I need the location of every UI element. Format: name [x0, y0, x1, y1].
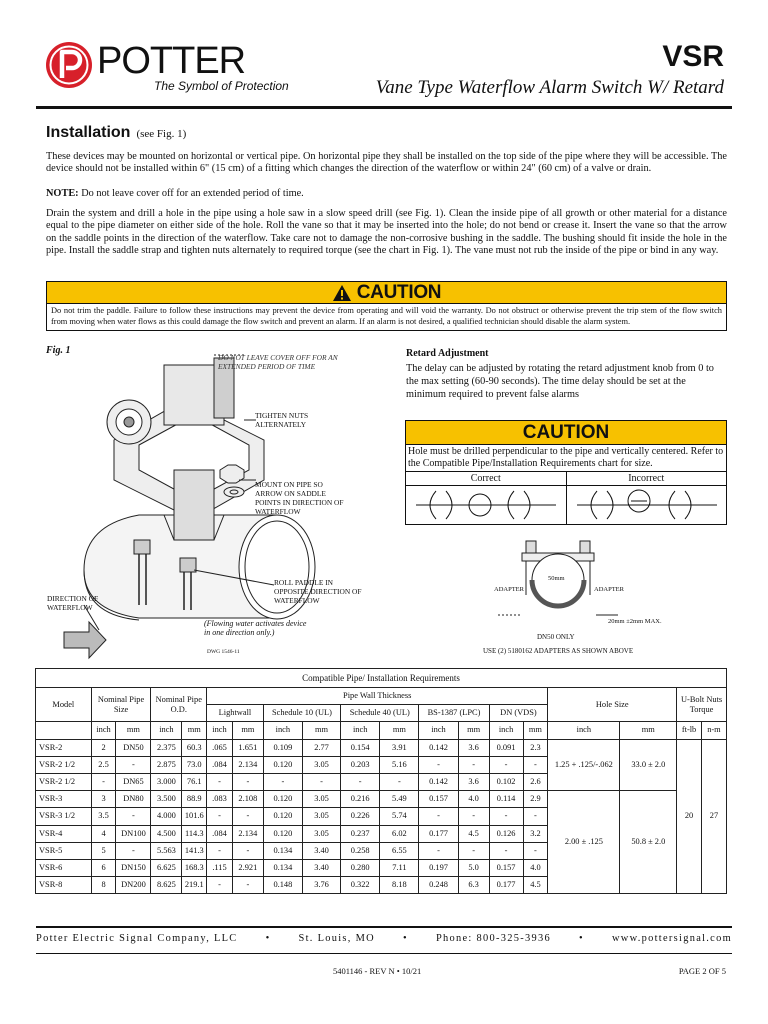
table-cell: - — [116, 756, 151, 773]
col-dn-vds: DN (VDS) — [489, 705, 548, 722]
table-cell: - — [232, 842, 263, 859]
unit: mm — [116, 722, 151, 739]
table-cell: - — [232, 877, 263, 894]
table-cell: 0.102 — [489, 773, 523, 790]
table-cell: - — [419, 808, 458, 825]
table-cell: 0.109 — [263, 739, 302, 756]
table-cell: 3.5 — [91, 808, 116, 825]
table-cell: 168.3 — [182, 859, 207, 876]
incorrect-label: Incorrect — [567, 472, 727, 486]
table-cell: 3.05 — [302, 808, 340, 825]
table-cell: DN65 — [116, 773, 151, 790]
table-cell: 141.3 — [182, 842, 207, 859]
table-cell: 6 — [91, 859, 116, 876]
callout-mount: MOUNT ON PIPE SO ARROW ON SADDLE POINTS IN DIRECTION OF WATERFLOW — [255, 480, 344, 516]
table-cell: 3.05 — [302, 756, 340, 773]
table-cell: .065 — [207, 739, 233, 756]
table-cell: 3.000 — [151, 773, 182, 790]
table-cell: - — [207, 877, 233, 894]
footer-website[interactable]: www.pottersignal.com — [612, 933, 732, 944]
table-cell: 8.18 — [380, 877, 419, 894]
table-cell: 3.40 — [302, 859, 340, 876]
table-row — [36, 739, 727, 756]
callout-tighten-nuts: TIGHTEN NUTS ALTERNATELY — [255, 411, 309, 429]
footer-city: St. Louis, MO — [298, 933, 375, 944]
table-cell: - — [341, 773, 380, 790]
table-cell: 4.0 — [458, 791, 489, 808]
table-cell: 0.203 — [341, 756, 380, 773]
table-title: Compatible Pipe/ Installation Requirements — [36, 669, 727, 688]
table-cell: 4.0 — [523, 859, 548, 876]
table-cell: 101.6 — [182, 808, 207, 825]
adapter-left-label: ADAPTER — [494, 586, 524, 593]
table-cell: 7.11 — [380, 859, 419, 876]
figure-label: Fig. 1 — [46, 345, 71, 356]
table-cell: 0.157 — [489, 859, 523, 876]
table-row — [36, 791, 727, 808]
table-cell: 0.226 — [341, 808, 380, 825]
table-cell: 2.921 — [232, 859, 263, 876]
table-cell: - — [207, 808, 233, 825]
model-cell: VSR-4 — [36, 825, 92, 842]
retard-text: The delay can be adjusted by rotating the retard adjustment knob from 0 to the max setting (60-90 seconds). The time delay should be set at the minimum required to prevent false alarms — [406, 363, 714, 400]
unit: mm — [523, 722, 548, 739]
callout-roll-paddle: ROLL PADDLE IN OPPOSITE DIRECTION OF WATERFLOW — [274, 578, 362, 605]
table-cell: 8.625 — [151, 877, 182, 894]
col-bs1387: BS-1387 (LPC) — [419, 705, 489, 722]
table-cell: - — [207, 842, 233, 859]
installation-heading — [46, 124, 186, 142]
table-cell: - — [523, 842, 548, 859]
table-cell: .115 — [207, 859, 233, 876]
table-cell: - — [458, 756, 489, 773]
callout-direction: DIRECTION OF WATERFLOW — [47, 594, 99, 612]
correct-label: Correct — [406, 472, 566, 486]
table-cell: 3.6 — [458, 739, 489, 756]
model-cell: VSR-2 1/2 — [36, 773, 92, 790]
unit: inch — [263, 722, 302, 739]
compatible-pipe-table — [35, 668, 727, 894]
table-cell: 2.875 — [151, 756, 182, 773]
table-cell: 6.625 — [151, 859, 182, 876]
caution-box-trim — [46, 281, 727, 331]
caution-word: CAUTION — [522, 421, 610, 443]
table-cell: 2.375 — [151, 739, 182, 756]
adapter-diameter: 50mm — [548, 575, 565, 582]
table-cell: 3.500 — [151, 791, 182, 808]
callout-flowing-water: (Flowing water activates device in one direction only.) — [204, 619, 307, 637]
table-cell: 4.5 — [523, 877, 548, 894]
table-cell: 2.134 — [232, 756, 263, 773]
footer-contact — [36, 933, 732, 944]
table-cell: - — [263, 773, 302, 790]
table-cell: 4.500 — [151, 825, 182, 842]
table-cell: 0.148 — [263, 877, 302, 894]
table-cell: - — [116, 808, 151, 825]
unit: mm — [380, 722, 419, 739]
table-cell: 5.563 — [151, 842, 182, 859]
table-cell: - — [419, 842, 458, 859]
table-cell: 2.108 — [232, 791, 263, 808]
table-cell: DN150 — [116, 859, 151, 876]
table-cell: - — [232, 808, 263, 825]
footer-phone: Phone: 800-325-3936 — [435, 933, 551, 944]
table-cell: 3.05 — [302, 791, 340, 808]
table-cell: - — [458, 842, 489, 859]
model-cell: VSR-3 — [36, 791, 92, 808]
note-text: Do not leave cover off for an extended period of time. — [78, 188, 304, 199]
document-number: 5401146 - REV N • 10/21 — [333, 966, 422, 976]
table-cell: 4.000 — [151, 808, 182, 825]
table-cell: 0.197 — [419, 859, 458, 876]
table-cell: 8 — [91, 877, 116, 894]
table-cell: - — [489, 756, 523, 773]
installation-fig-ref: (see Fig. 1) — [136, 128, 187, 140]
adapter-dn50: DN50 ONLY — [537, 633, 575, 641]
table-cell: 3.91 — [380, 739, 419, 756]
table-cell: 2.9 — [523, 791, 548, 808]
col-schedule-40: Schedule 40 (UL) — [341, 705, 419, 722]
table-cell: 114.3 — [182, 825, 207, 842]
model-cell: VSR-2 1/2 — [36, 756, 92, 773]
unit: ft-lb — [677, 722, 702, 739]
caution-banner — [406, 421, 726, 445]
unit: inch — [489, 722, 523, 739]
table-cell: 0.091 — [489, 739, 523, 756]
table-cell: DN100 — [116, 825, 151, 842]
table-cell: 88.9 — [182, 791, 207, 808]
unit: mm — [182, 722, 207, 739]
table-cell: 0.134 — [263, 842, 302, 859]
warning-triangle-icon — [332, 284, 352, 302]
table-cell: .084 — [207, 756, 233, 773]
table-cell: 3.6 — [458, 773, 489, 790]
table-cell: 0.177 — [489, 877, 523, 894]
unit: inch — [151, 722, 182, 739]
table-cell: 0.120 — [263, 808, 302, 825]
caution-text: Hole must be drilled perpendicular to the pipe and vertically centered. Refer to the Compatible Pipe/Installation Requirements chart for size. — [406, 445, 726, 472]
unit: mm — [620, 722, 677, 739]
table-cell: 3 — [91, 791, 116, 808]
table-cell: 0.142 — [419, 773, 458, 790]
retard-heading: Retard Adjustment — [406, 348, 489, 359]
correct-hole-diagram — [406, 486, 566, 524]
footer-bullet: • — [265, 933, 271, 944]
model-cell: VSR-2 — [36, 739, 92, 756]
table-cell: - — [458, 808, 489, 825]
table-cell: 2.134 — [232, 825, 263, 842]
table-cell: 2.77 — [302, 739, 340, 756]
table-cell: - — [489, 842, 523, 859]
table-cell: 3.2 — [523, 825, 548, 842]
potter-logo-icon — [44, 40, 94, 90]
unit: inch — [341, 722, 380, 739]
col-hole-size: Hole Size — [548, 688, 677, 722]
installation-paragraph-1: These devices may be mounted on horizontal or vertical pipe. On horizontal pipe they shall be installed on the top side of the pipe where they will be accessible. The device should not be installed within 6" (15 cm) of a fitting which changes the direction of the waterflow or within 24" (60 cm) of a valve or drain. — [46, 151, 727, 175]
torque-ft-lb: 20 — [677, 739, 702, 894]
footer-company: Potter Electric Signal Company, LLC — [36, 933, 238, 944]
unit: inch — [91, 722, 116, 739]
table-cell: 2.6 — [523, 773, 548, 790]
hole-size-mm: 33.0 ± 2.0 — [620, 739, 677, 791]
table-cell: 0.142 — [419, 739, 458, 756]
header-rule — [36, 106, 732, 109]
caution-banner — [47, 282, 726, 304]
table-cell: 2.3 — [523, 739, 548, 756]
col-torque: U-Bolt Nuts Torque — [677, 688, 727, 722]
table-cell: 0.322 — [341, 877, 380, 894]
unit: n-m — [701, 722, 726, 739]
footer-bullet: • — [402, 933, 408, 944]
installation-title: Installation — [46, 124, 131, 141]
table-cell: 3.76 — [302, 877, 340, 894]
col-model: Model — [36, 688, 92, 722]
table-cell: 0.216 — [341, 791, 380, 808]
torque-n-m: 27 — [701, 739, 726, 894]
brand-tagline: The Symbol of Protection — [154, 79, 289, 93]
table-cell: 0.157 — [419, 791, 458, 808]
brand-name: POTTER — [97, 40, 246, 82]
callout-cover: DO NOT LEAVE COVER OFF FOR AN EXTENDED PERIOD OF TIME — [218, 353, 338, 371]
table-cell: - — [207, 773, 233, 790]
table-cell: 6.55 — [380, 842, 419, 859]
installation-paragraph-2: Drain the system and drill a hole in the pipe using a hole saw in a slow speed drill (see Fig. 1). Clean the inside pipe of all growth or other material for a distance equal to the pipe diameter on either side of the hole. Roll the vane so that it may be inserted into the hole; do not bend or crease it. Insert the vane so that the arrow on the saddle points in the direction of the waterflow. Take care not to damage the non-corrosive bushing in the saddle. The bushing should fit inside the hole in the pipe. Install the saddle strap and tighten nuts alternately to required torque (see the chart in Fig. 1). The vane must not rub the inside of the pipe or bind in any way. — [46, 208, 727, 257]
caution-text: Do not trim the paddle. Failure to follow these instructions may prevent the device from operating and will void the warranty. Do not obstruct or otherwise prevent the trip stem of the flow switch from moving when water flows as this could damage the flow switch and prevent an alarm. If an alarm is not desired, a qualified technician should disable the alarm system. — [51, 306, 722, 326]
installation-note — [46, 188, 727, 200]
table-cell: 3.40 — [302, 842, 340, 859]
incorrect-hole-diagram — [567, 486, 727, 524]
footer-bullet: • — [579, 933, 584, 944]
unit: inch — [207, 722, 233, 739]
table-cell: - — [523, 756, 548, 773]
col-lightwall: Lightwall — [207, 705, 264, 722]
table-cell: 73.0 — [182, 756, 207, 773]
footer-rule — [36, 953, 732, 954]
table-cell: 0.248 — [419, 877, 458, 894]
table-cell: 0.237 — [341, 825, 380, 842]
table-cell: 4 — [91, 825, 116, 842]
table-cell: 0.280 — [341, 859, 380, 876]
table-cell: 0.120 — [263, 756, 302, 773]
table-cell: 0.258 — [341, 842, 380, 859]
table-cell: - — [302, 773, 340, 790]
table-cell: 60.3 — [182, 739, 207, 756]
table-cell: 0.126 — [489, 825, 523, 842]
unit: inch — [419, 722, 458, 739]
table-cell: - — [380, 773, 419, 790]
adapter-usage-note: USE (2) 5180162 ADAPTERS AS SHOWN ABOVE — [483, 647, 634, 655]
note-label: NOTE: — [46, 188, 79, 199]
adapter-spacing: 20mm ±2mm MAX. — [608, 618, 662, 625]
table-cell: 5 — [91, 842, 116, 859]
col-schedule-10: Schedule 10 (UL) — [263, 705, 340, 722]
table-cell: 76.1 — [182, 773, 207, 790]
table-cell: 6.02 — [380, 825, 419, 842]
hole-size-inch: 1.25 + .125/-.062 — [548, 739, 620, 791]
table-cell: .083 — [207, 791, 233, 808]
incorrect-cell — [567, 472, 727, 524]
table-cell: 2 — [91, 739, 116, 756]
drawing-number: DWG 1546-11 — [207, 649, 240, 655]
caution-box-hole — [405, 420, 727, 525]
unit: mm — [302, 722, 340, 739]
model-code: VSR — [662, 40, 724, 73]
caution-word: CAUTION — [356, 281, 442, 303]
unit: mm — [458, 722, 489, 739]
model-cell: VSR-6 — [36, 859, 92, 876]
table-cell: 5.0 — [458, 859, 489, 876]
model-cell: VSR-8 — [36, 877, 92, 894]
table-cell: 5.16 — [380, 756, 419, 773]
table-cell: - — [523, 808, 548, 825]
table-cell: 0.134 — [263, 859, 302, 876]
hole-size-mm: 50.8 ± 2.0 — [620, 791, 677, 894]
units-row — [36, 722, 727, 739]
unit: inch — [548, 722, 620, 739]
table-cell: 0.154 — [341, 739, 380, 756]
adapter-right-label: ADAPTER — [594, 586, 624, 593]
table-cell: - — [419, 756, 458, 773]
table-cell: DN50 — [116, 739, 151, 756]
col-nominal-size: Nominal Pipe Size — [91, 688, 151, 722]
table-cell: 2.5 — [91, 756, 116, 773]
table-cell: 0.114 — [489, 791, 523, 808]
table-cell: 5.74 — [380, 808, 419, 825]
table-cell: 3.05 — [302, 825, 340, 842]
table-cell: - — [116, 842, 151, 859]
table-cell: .084 — [207, 825, 233, 842]
document-title: Vane Type Waterflow Alarm Switch W/ Retard — [375, 77, 724, 98]
table-cell: 5.49 — [380, 791, 419, 808]
table-cell: DN200 — [116, 877, 151, 894]
table-cell: DN80 — [116, 791, 151, 808]
table-cell: 1.651 — [232, 739, 263, 756]
table-cell: - — [91, 773, 116, 790]
hole-alignment-grid — [406, 472, 726, 524]
model-cell: VSR-5 — [36, 842, 92, 859]
model-cell: VSR-3 1/2 — [36, 808, 92, 825]
col-wall-thickness: Pipe Wall Thickness — [207, 688, 548, 705]
footer-rule — [36, 926, 732, 928]
table-cell: 6.3 — [458, 877, 489, 894]
table-cell: - — [489, 808, 523, 825]
correct-cell — [406, 472, 567, 524]
table-cell: 4.5 — [458, 825, 489, 842]
table-cell: - — [232, 773, 263, 790]
page-number: PAGE 2 OF 5 — [678, 966, 726, 976]
table-cell: 0.120 — [263, 825, 302, 842]
unit: mm — [232, 722, 263, 739]
table-cell: 0.177 — [419, 825, 458, 842]
table-cell: 219.1 — [182, 877, 207, 894]
table-cell: 0.120 — [263, 791, 302, 808]
col-nominal-od: Nominal Pipe O.D. — [151, 688, 207, 722]
hole-size-inch: 2.00 ± .125 — [548, 791, 620, 894]
